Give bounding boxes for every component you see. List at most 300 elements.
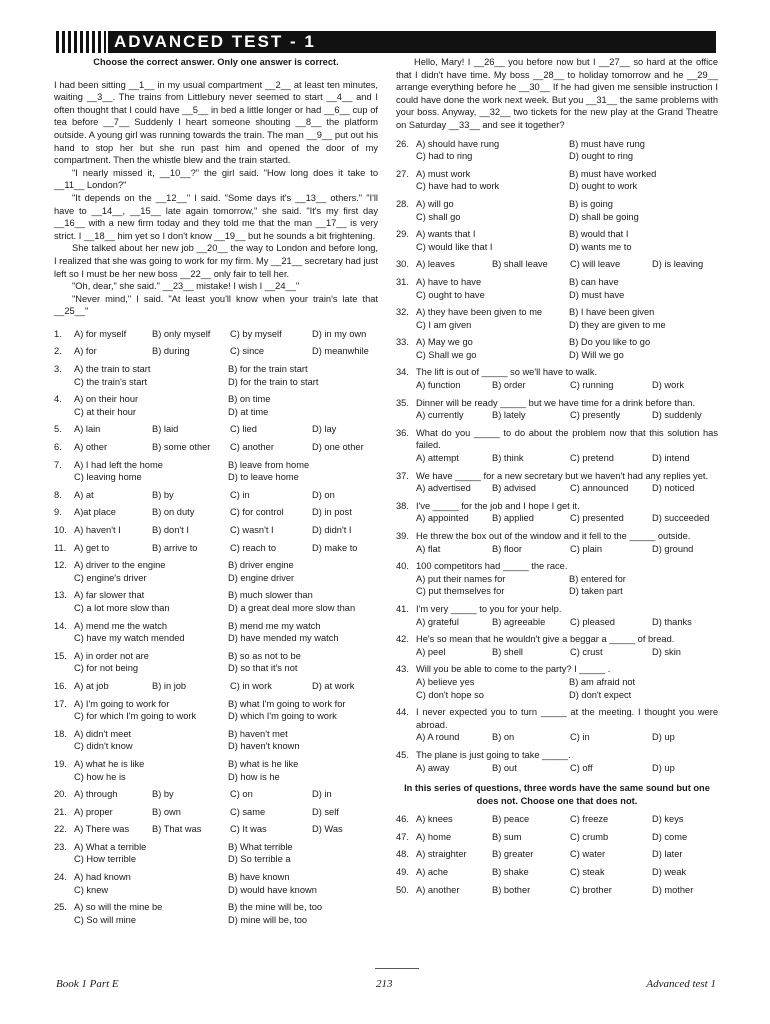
question-item bbox=[396, 258, 718, 271]
question-item bbox=[396, 663, 718, 701]
answer-option: C) don't hope so bbox=[416, 689, 484, 700]
answer-option: A) for bbox=[74, 346, 97, 357]
answer-option: D) suddenly bbox=[652, 410, 702, 421]
question-body bbox=[416, 749, 718, 774]
answer-option: A) so will the mine be bbox=[74, 902, 163, 913]
question-body bbox=[74, 542, 378, 555]
question-item bbox=[54, 728, 378, 753]
question-item bbox=[396, 884, 718, 897]
question-number: 45. bbox=[396, 749, 409, 760]
answer-option: D) weak bbox=[652, 867, 687, 878]
question-body bbox=[74, 788, 378, 801]
question-body bbox=[74, 620, 378, 645]
question-number: 37. bbox=[396, 470, 409, 481]
question-body bbox=[416, 884, 718, 897]
answer-option: C) wasn't I bbox=[230, 525, 274, 535]
answer-option: C) in bbox=[570, 732, 590, 743]
question-item bbox=[54, 788, 378, 801]
question-item bbox=[54, 871, 378, 896]
answer-option: C) have had to work bbox=[416, 181, 500, 192]
question-number: 19. bbox=[54, 758, 67, 769]
question-list-right bbox=[396, 138, 718, 775]
answer-option: D) up bbox=[652, 762, 675, 773]
answer-option: A) ache bbox=[416, 867, 449, 878]
answer-option: B) much slower than bbox=[228, 590, 313, 601]
answer-option: A) straighter bbox=[416, 849, 467, 860]
answer-option: D) wants me to bbox=[569, 241, 632, 252]
question-item bbox=[54, 841, 378, 866]
question-number: 42. bbox=[396, 634, 409, 645]
question-item bbox=[396, 306, 718, 331]
answer-option: A) I had left the home bbox=[74, 459, 163, 470]
question-number: 34. bbox=[396, 367, 409, 378]
answer-option: D) for the train to start bbox=[228, 376, 319, 387]
answer-option: C) crust bbox=[570, 646, 603, 657]
question-list-left bbox=[54, 328, 378, 927]
answer-option: C) announced bbox=[570, 483, 629, 494]
question-body bbox=[74, 506, 378, 519]
question-body bbox=[74, 758, 378, 783]
answer-option: D) taken part bbox=[569, 586, 623, 597]
answer-option: B) shake bbox=[492, 867, 529, 878]
answer-option: A) put their names for bbox=[416, 573, 506, 584]
answer-option: D) in my own bbox=[312, 328, 367, 339]
answer-option: C) by myself bbox=[230, 328, 282, 339]
question-body bbox=[74, 871, 378, 896]
answer-option: B) on duty bbox=[152, 507, 195, 518]
question-body bbox=[74, 823, 378, 836]
question-body bbox=[416, 427, 718, 465]
question-body bbox=[74, 459, 378, 484]
answer-option: D) up bbox=[652, 732, 675, 743]
answer-option: D) didn't I bbox=[312, 525, 352, 535]
question-body bbox=[416, 470, 718, 495]
question-number: 30. bbox=[396, 259, 409, 270]
answer-option: B) sum bbox=[492, 831, 522, 842]
answer-options bbox=[74, 393, 378, 418]
answer-option: D) mine will be, too bbox=[228, 914, 308, 925]
question-body bbox=[74, 345, 378, 358]
answer-option: A) peel bbox=[416, 646, 446, 657]
answer-option: B) have known bbox=[228, 872, 290, 883]
question-body bbox=[74, 728, 378, 753]
question-item bbox=[396, 530, 718, 555]
answer-option: C) running bbox=[570, 380, 614, 391]
question-number: 16. bbox=[54, 680, 67, 691]
answer-options bbox=[416, 409, 718, 422]
answer-option: D) shall be going bbox=[569, 211, 639, 222]
answer-option: B) advised bbox=[492, 483, 536, 494]
question-item bbox=[396, 228, 718, 253]
answer-options bbox=[74, 459, 378, 484]
footer-divider bbox=[375, 968, 419, 969]
question-item bbox=[396, 813, 718, 826]
question-item bbox=[54, 680, 378, 693]
answer-options bbox=[74, 728, 378, 753]
question-item bbox=[54, 901, 378, 926]
question-number: 28. bbox=[396, 198, 409, 209]
passage-2 bbox=[396, 56, 718, 132]
answer-options bbox=[74, 328, 378, 341]
question-number: 38. bbox=[396, 500, 409, 511]
question-number: 50. bbox=[396, 884, 409, 895]
passage-paragraph: "I nearly missed it, __10__?" the girl said. "How long does it take to __11__ London?" bbox=[54, 167, 378, 191]
answer-option: C) the train's start bbox=[74, 376, 148, 387]
answer-option: C) didn't know bbox=[74, 741, 133, 752]
answer-option: D) engine driver bbox=[228, 572, 295, 583]
passage-paragraph: "Oh, dear," she said." __23__ mistake! I wish I __24__" bbox=[72, 281, 300, 292]
answer-option: D) haven't known bbox=[228, 741, 300, 752]
answer-option: B) leave from home bbox=[228, 459, 310, 470]
question-body bbox=[416, 866, 718, 879]
answer-option: B) by bbox=[152, 489, 174, 500]
question-body bbox=[416, 336, 718, 361]
answer-option: A) far slower that bbox=[74, 590, 145, 601]
answer-option: C) for not being bbox=[74, 663, 139, 674]
passage-paragraph: "It depends on the __12__" I said. "Some days it's __13__ others." "I'll have to __14__, __15__ late again tomorrow," she said. "It's my first day __16__ with a new firm today and they told me that the man __17__ is very strict. I __18__ him yet so I don't know __19__ but he sounds a bit frightening. bbox=[54, 192, 378, 241]
answer-option: A) get to bbox=[74, 542, 110, 553]
question-number: 4. bbox=[54, 394, 62, 405]
question-number: 46. bbox=[396, 814, 409, 825]
answer-options bbox=[74, 589, 378, 614]
answer-option: D) ground bbox=[652, 543, 694, 554]
answer-option: C) for control bbox=[230, 507, 284, 518]
answer-option: D) at work bbox=[312, 680, 355, 691]
answer-option: C) knew bbox=[74, 884, 109, 895]
question-item bbox=[54, 806, 378, 819]
passage-paragraph: I had been sitting __1__ in my usual compartment __2__ at least ten minutes, waiting __3__. The trains from Littlebury never seemed to start __4__ and I often thought that I could have __5__ in bed a little longer or had __6__ cup of tea before __7__ Suddenly I heart someone shouting __8__ the platform outside. A young girl was running towards the train. The man __9__ put out his hand to stop her but she run past him and opened the door of my compartment. Then the whistle blew and the train started. bbox=[54, 79, 378, 166]
question-item bbox=[396, 366, 718, 391]
question-body bbox=[416, 366, 718, 391]
question-body bbox=[416, 168, 718, 193]
question-number: 10. bbox=[54, 525, 67, 535]
answer-option: C) at their hour bbox=[74, 406, 137, 417]
passage-2-text: Hello, Mary! I __26__ you before now but I __27__ so hard at the office that I didn't have time. My boss __28__ to holiday tomorrow and he __29__ arrange everything before he __30__ If he had given me sensible instruction I could have done the work next week. But you __31__ the same problems with your boss. Anyway, __32__ two tickets for the new play at the Grand Theatre on Saturday __33__ and see it together? bbox=[396, 57, 718, 130]
answer-option: A) in order not are bbox=[74, 650, 149, 661]
answer-option: D) a great deal more slow than bbox=[228, 602, 356, 613]
question-stem: I've _____ for the job and I hope I get it. bbox=[416, 500, 580, 511]
answer-option: B) greater bbox=[492, 849, 534, 860]
answer-option: D) work bbox=[652, 380, 685, 391]
answer-option: B) am afraid not bbox=[569, 676, 636, 687]
answer-option: B) some other bbox=[152, 442, 211, 453]
answer-option: B) applied bbox=[492, 513, 534, 524]
answer-option: A) grateful bbox=[416, 616, 459, 627]
answer-option: B) what I'm going to work for bbox=[228, 698, 346, 709]
answer-option: C) crumb bbox=[570, 831, 609, 842]
answer-option: B) is going bbox=[569, 198, 613, 209]
answer-option: B) the mine will be, too bbox=[228, 902, 323, 913]
answer-option: A) had known bbox=[74, 872, 131, 883]
answer-option: D) mother bbox=[652, 884, 694, 895]
answer-options bbox=[416, 866, 718, 879]
answer-option: B) bother bbox=[492, 884, 531, 895]
question-stem: The lift is out of _____ so we'll have to walk. bbox=[416, 367, 598, 378]
answer-option: A) on their hour bbox=[74, 394, 139, 405]
answer-option: B) in job bbox=[152, 680, 187, 691]
answer-options bbox=[74, 559, 378, 584]
answer-option: C) in work bbox=[230, 680, 272, 691]
question-body bbox=[416, 663, 718, 701]
answer-option: A) away bbox=[416, 762, 450, 773]
answer-option: A) what he is like bbox=[74, 758, 145, 769]
question-item bbox=[54, 393, 378, 418]
answer-option: A) they have been given to me bbox=[416, 307, 543, 318]
answer-option: D) noticed bbox=[652, 483, 695, 494]
answer-options bbox=[74, 441, 378, 454]
question-item bbox=[396, 470, 718, 495]
question-number: 25. bbox=[54, 902, 67, 913]
answer-options bbox=[416, 198, 718, 223]
answer-options bbox=[74, 841, 378, 866]
question-item bbox=[396, 168, 718, 193]
answer-option: D) intend bbox=[652, 453, 690, 464]
answer-option: C) ought to have bbox=[416, 289, 485, 300]
answer-option: B) agreeable bbox=[492, 616, 546, 627]
answer-option: B) order bbox=[492, 380, 526, 391]
answer-option: A) another bbox=[416, 884, 460, 895]
answer-options bbox=[74, 423, 378, 436]
answer-options bbox=[416, 813, 718, 826]
question-item bbox=[396, 560, 718, 598]
answer-option: A) leaves bbox=[416, 259, 455, 270]
answer-options bbox=[416, 646, 718, 659]
answer-options bbox=[74, 758, 378, 783]
answer-option: D) come bbox=[652, 831, 688, 842]
answer-option: A) appointed bbox=[416, 513, 469, 524]
question-item bbox=[54, 506, 378, 519]
answer-option: A) flat bbox=[416, 543, 441, 554]
answer-options bbox=[74, 345, 378, 358]
answer-options bbox=[416, 452, 718, 465]
question-body bbox=[74, 441, 378, 454]
answer-option: B) lately bbox=[492, 410, 526, 421]
question-item bbox=[396, 336, 718, 361]
answer-option: C) lied bbox=[230, 424, 257, 435]
answer-option: A) for myself bbox=[74, 328, 127, 339]
answer-option: D) make to bbox=[312, 542, 358, 553]
answer-option: A) should have rung bbox=[416, 138, 500, 149]
answer-option: C) brother bbox=[570, 884, 612, 895]
question-list-sound bbox=[396, 813, 718, 896]
question-number: 24. bbox=[54, 872, 67, 883]
answer-option: A) currently bbox=[416, 410, 464, 421]
answer-option: A) I'm going to work for bbox=[74, 698, 170, 709]
question-item bbox=[396, 500, 718, 525]
answer-option: B) for the train start bbox=[228, 364, 308, 375]
answer-option: B) laid bbox=[152, 424, 179, 435]
answer-option: B) think bbox=[492, 453, 524, 464]
question-body bbox=[416, 831, 718, 844]
question-body bbox=[74, 393, 378, 418]
answer-options bbox=[416, 482, 718, 495]
answer-options bbox=[416, 884, 718, 897]
question-body bbox=[74, 489, 378, 502]
answer-option: D) keys bbox=[652, 814, 684, 825]
question-body bbox=[416, 397, 718, 422]
answer-option: D) in post bbox=[312, 507, 352, 518]
answer-option: C) on bbox=[230, 789, 253, 800]
answer-option: C) So will mine bbox=[74, 914, 136, 925]
question-body bbox=[416, 706, 718, 744]
instruction-sound: In this series of questions, three words have the same sound but one does not. Choose one that does not. bbox=[404, 783, 710, 806]
question-item bbox=[396, 138, 718, 163]
question-number: 22. bbox=[54, 824, 67, 835]
answer-option: D) have mended my watch bbox=[228, 633, 339, 644]
answer-option: B) can have bbox=[569, 276, 619, 287]
question-number: 18. bbox=[54, 728, 67, 739]
answer-option: A) What a terrible bbox=[74, 841, 147, 852]
answer-option: C) Shall we go bbox=[416, 349, 477, 360]
answer-option: A) knees bbox=[416, 814, 453, 825]
answer-option: D) lay bbox=[312, 424, 337, 435]
question-body bbox=[74, 328, 378, 341]
answer-option: C) off bbox=[570, 762, 593, 773]
answer-options bbox=[416, 379, 718, 392]
question-item bbox=[396, 633, 718, 658]
answer-option: A) have to have bbox=[416, 276, 482, 287]
question-stem: What do you _____ to do about the problem now that this solution has failed. bbox=[416, 427, 718, 451]
answer-option: A) didn't meet bbox=[74, 728, 132, 739]
question-item bbox=[54, 459, 378, 484]
answer-option: A) function bbox=[416, 380, 461, 391]
answer-option: D) Was bbox=[312, 824, 343, 835]
title-stripes bbox=[56, 31, 106, 53]
question-stem: The plane is just going to take _____. bbox=[416, 749, 571, 760]
answer-option: B) so as not to be bbox=[228, 650, 301, 661]
answer-option: C) pretend bbox=[570, 453, 614, 464]
answer-options bbox=[74, 680, 378, 693]
answer-options bbox=[74, 823, 378, 836]
answer-option: A) There was bbox=[74, 824, 130, 835]
question-item bbox=[54, 345, 378, 358]
question-body bbox=[416, 603, 718, 628]
question-number: 17. bbox=[54, 698, 67, 709]
answer-options bbox=[416, 168, 718, 193]
question-body bbox=[416, 560, 718, 598]
question-number: 9. bbox=[54, 507, 62, 518]
question-body bbox=[416, 306, 718, 331]
question-item bbox=[54, 823, 378, 836]
answer-options bbox=[416, 848, 718, 861]
answer-option: C) steak bbox=[570, 867, 605, 878]
answer-option: D) So terrible a bbox=[228, 854, 291, 865]
question-number: 44. bbox=[396, 707, 409, 718]
question-number: 26. bbox=[396, 138, 409, 149]
question-item bbox=[54, 559, 378, 584]
question-item bbox=[54, 441, 378, 454]
question-item bbox=[396, 866, 718, 879]
answer-option: A) believe yes bbox=[416, 676, 475, 687]
question-body bbox=[74, 589, 378, 614]
answer-option: C) presently bbox=[570, 410, 621, 421]
question-body bbox=[74, 841, 378, 866]
answer-option: C) reach to bbox=[230, 542, 276, 553]
question-stem: 100 competitors had _____ the race. bbox=[416, 561, 568, 572]
answer-options bbox=[74, 363, 378, 388]
question-stem: We have _____ for a new secretary but we haven't had any replies yet. bbox=[416, 470, 709, 481]
answer-option: B) don't I bbox=[152, 525, 189, 535]
answer-option: D) how is he bbox=[228, 771, 280, 782]
answer-option: A) A round bbox=[416, 732, 460, 743]
answer-option: B) I have been given bbox=[569, 307, 655, 318]
answer-option: A) through bbox=[74, 789, 118, 800]
answer-options bbox=[416, 306, 718, 331]
answer-option: D) don't expect bbox=[569, 689, 632, 700]
answer-option: C) presented bbox=[570, 513, 624, 524]
question-number: 7. bbox=[54, 459, 62, 470]
answer-options bbox=[74, 506, 378, 519]
question-item bbox=[396, 603, 718, 628]
answer-option: D) ought to work bbox=[569, 181, 638, 192]
question-stem: I never expected you to turn _____ at the meeting. I thought you were abroad. bbox=[416, 707, 718, 730]
answer-option: C) I am given bbox=[416, 319, 472, 330]
answer-option: B) haven't met bbox=[228, 728, 288, 739]
answer-option: B) What terrible bbox=[228, 841, 293, 852]
answer-option: A) May we go bbox=[416, 337, 473, 348]
answer-option: C) engine's driver bbox=[74, 572, 147, 583]
question-item bbox=[54, 524, 378, 537]
question-item bbox=[54, 489, 378, 502]
passage-paragraph: "Never mind," I said. "At least you'll know when your train's late that __25__" bbox=[54, 293, 378, 317]
answer-option: A) attempt bbox=[416, 453, 459, 464]
question-number: 48. bbox=[396, 849, 409, 860]
answer-option: B) would that I bbox=[569, 229, 629, 240]
question-number: 43. bbox=[396, 664, 409, 675]
question-item bbox=[54, 650, 378, 675]
answer-option: A) the train to start bbox=[74, 364, 151, 375]
answer-option: B) That was bbox=[152, 824, 202, 835]
question-number: 13. bbox=[54, 590, 67, 601]
left-column bbox=[54, 56, 378, 926]
answer-option: C) leaving home bbox=[74, 472, 142, 483]
answer-option: B) arrive to bbox=[152, 542, 198, 553]
question-number: 23. bbox=[54, 841, 67, 852]
question-number: 2. bbox=[54, 346, 62, 357]
answer-options bbox=[416, 543, 718, 556]
question-body bbox=[416, 276, 718, 301]
answer-option: C) put themselves for bbox=[416, 586, 505, 597]
question-body bbox=[416, 633, 718, 658]
answer-option: B) own bbox=[152, 806, 181, 817]
answer-option: B) must have worked bbox=[569, 168, 657, 179]
question-number: 32. bbox=[396, 307, 409, 318]
question-number: 12. bbox=[54, 560, 67, 571]
answer-option: B) floor bbox=[492, 543, 522, 554]
question-number: 14. bbox=[54, 620, 67, 631]
answer-option: B) peace bbox=[492, 814, 530, 825]
answer-options bbox=[416, 276, 718, 301]
question-number: 47. bbox=[396, 831, 409, 842]
question-item bbox=[54, 423, 378, 436]
answer-options bbox=[416, 762, 718, 775]
question-number: 1. bbox=[54, 328, 62, 339]
question-number: 35. bbox=[396, 397, 409, 408]
answer-option: A)at place bbox=[74, 507, 116, 518]
question-stem: Will you be able to come to the party? I _____ . bbox=[416, 664, 611, 675]
answer-options bbox=[416, 616, 718, 629]
answer-options bbox=[74, 542, 378, 555]
question-body bbox=[74, 423, 378, 436]
answer-option: C) pleased bbox=[570, 616, 615, 627]
question-body bbox=[416, 138, 718, 163]
answer-option: D) at time bbox=[228, 406, 269, 417]
passage-paragraph: She talked about her new job __20__ the way to London and before long, I realized that she was going to work for my firm. My __21__ secretary had just left so I must be her new boss __22__ only fair to tell her. bbox=[54, 243, 378, 279]
answer-option: D) would have known bbox=[228, 884, 317, 895]
answer-option: A) at job bbox=[74, 680, 109, 691]
question-stem: I'm very _____ to you for your help. bbox=[416, 603, 562, 614]
question-body bbox=[416, 500, 718, 525]
